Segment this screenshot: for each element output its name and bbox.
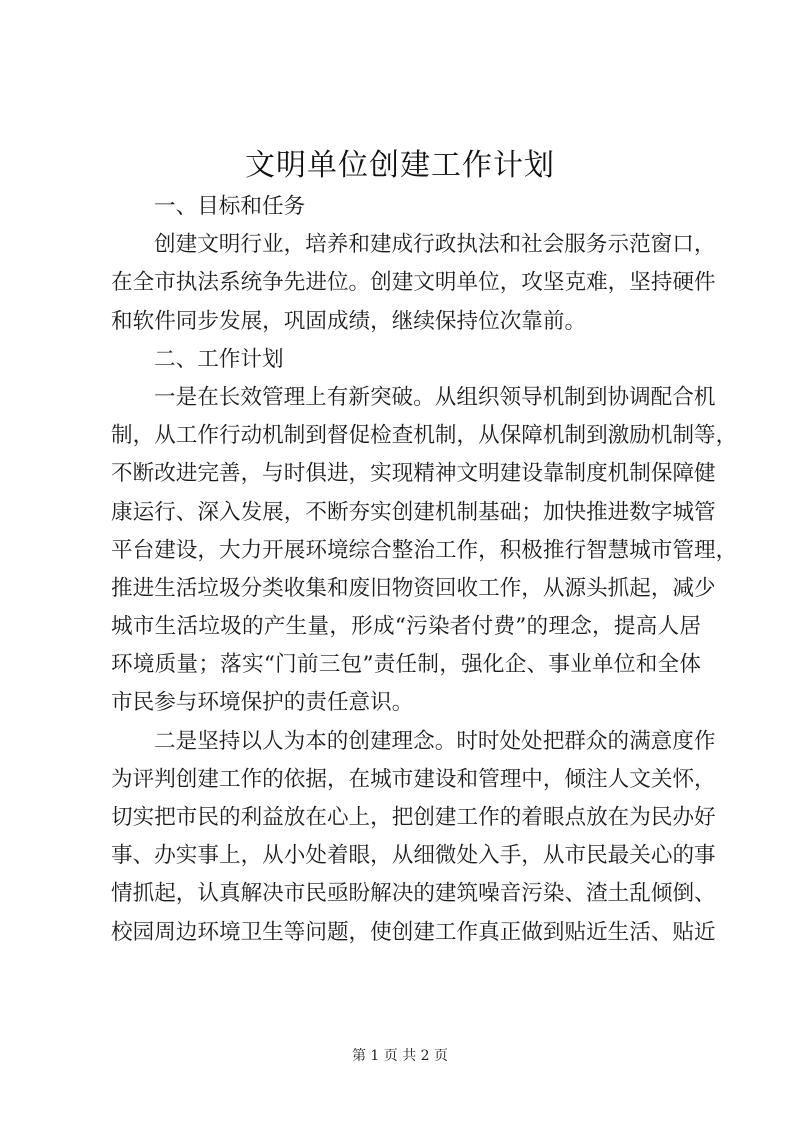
page-number-footer: 第 1 页 共 2 页 xyxy=(351,1048,449,1064)
paragraph-line: 和软件同步发展，巩固成绩，继续保持位次靠前。 xyxy=(111,308,587,334)
paragraph-line: 为评判创建工作的依据，在城市建设和管理中，倾注人文关怀， xyxy=(111,766,716,792)
paragraph-line: 康运行、深入发展，不断夯实创建机制基础；加快推进数字城管 xyxy=(111,499,716,525)
section-heading-plan: 二、工作计划 xyxy=(154,346,284,372)
paragraph-line: 校园周边环境卫生等问题，使创建工作真正做到贴近生活、贴近 xyxy=(111,919,716,945)
paragraph-line: 环境质量；落实“门前三包”责任制，强化企、事业单位和全体 xyxy=(111,652,701,678)
document-body xyxy=(111,188,738,952)
paragraph-line: 不断改进完善，与时俱进，实现精神文明建设靠制度机制保障健 xyxy=(111,461,716,487)
paragraph-line: 推进生活垃圾分类收集和废旧物资回收工作，从源头抓起，减少 xyxy=(111,575,716,601)
paragraph-line: 创建文明行业，培养和建成行政执法和社会服务示范窗口， xyxy=(154,232,716,258)
paragraph-line: 二是坚持以人为本的创建理念。时时处处把群众的满意度作 xyxy=(154,728,716,754)
paragraph-line: 切实把市民的利益放在心上，把创建工作的着眼点放在为民办好 xyxy=(111,805,716,830)
paragraph-line: 制，从工作行动机制到督促检查机制，从保障机制到激励机制等， xyxy=(111,423,738,449)
section-heading-goals: 一、目标和任务 xyxy=(154,194,306,219)
paragraph-line: 在全市执法系统争先进位。创建文明单位，攻坚克难，坚持硬件 xyxy=(111,270,716,296)
paragraph-line: 平台建设，大力开展环境综合整治工作，积极推行智慧城市管理， xyxy=(111,537,738,563)
paragraph-line: 城市生活垃圾的产生量，形成“污染者付费”的理念，提高人居 xyxy=(111,614,701,640)
document-title: 文明单位创建工作计划 xyxy=(245,148,555,183)
paragraph-line: 事、办实事上，从小处着眼，从细微处入手，从市民最关心的事 xyxy=(111,843,716,869)
paragraph-line: 一是在长效管理上有新突破。从组织领导机制到协调配合机 xyxy=(154,384,716,410)
paragraph-line: 市民参与环境保护的责任意识。 xyxy=(111,690,414,716)
paragraph-line: 情抓起，认真解决市民亟盼解决的建筑噪音污染、渣土乱倾倒、 xyxy=(111,881,716,907)
